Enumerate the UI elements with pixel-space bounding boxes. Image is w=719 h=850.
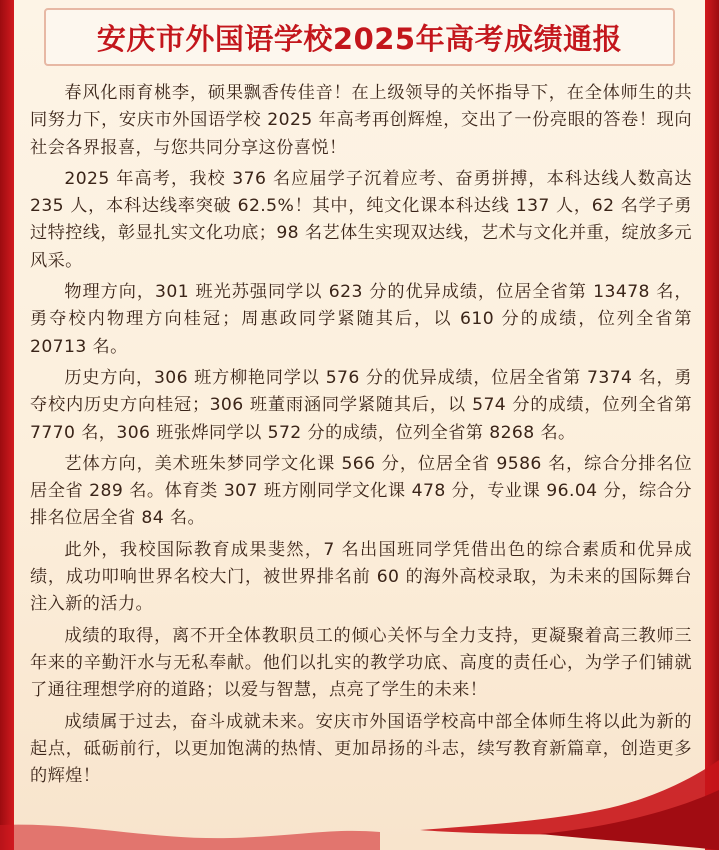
paragraph-physics: 物理方向，301 班光苏强同学以 623 分的优异成绩，位居全省第 13478 名，勇夺校内物理方向桂冠；周惠政同学紧随其后，以 610 分的成绩，位列全省第 20713 名。 bbox=[30, 282, 692, 357]
paragraph-gratitude: 成绩的取得，离不开全体教职员工的倾心关怀与全力支持，更凝聚着高三教师三年来的辛勤汗水与无私奉献。他们以扎实的教学功底、高度的责任心，为学子们铺就了通往理想学府的道路；以爱与智慧，点亮了学生的未来！ bbox=[30, 625, 692, 701]
paragraph-intro: 春风化雨育桃李，硕果飘香传佳音！在上级领导的关怀指导下，在全体师生的共同努力下，安庆市外国语学校 2025 年高考再创辉煌，交出了一份亮眼的答卷！现向社会各界报喜，与您共同分享这份喜悦！ bbox=[30, 83, 692, 158]
right-red-border bbox=[705, 0, 719, 850]
paragraph-arts-sports: 艺体方向，美术班朱梦同学文化课 566 分，位居全省 9586 名，综合分排名位居全省 289 名。体育类 307 班方刚同学文化课 478 分，专业课 96.04 分，综合分排名位居全省 84 名。 bbox=[30, 453, 692, 529]
title-banner bbox=[44, 8, 675, 66]
left-red-border bbox=[0, 0, 14, 850]
poster-paper bbox=[14, 0, 705, 850]
page-title: 安庆市外国语学校2025年高考成绩通报 bbox=[96, 21, 623, 56]
paragraph-international: 此外，我校国际教育成果斐然，7 名出国班同学凭借出色的综合素质和优异成绩，成功叩响世界名校大门，被世界排名前 60 的海外高校录取，为未来的国际舞台注入新的活力。 bbox=[30, 539, 692, 615]
paragraph-overall-results: 2025 年高考，我校 376 名应届学子沉着应考、奋勇拼搏，本科达线人数高达 235 人，本科达线率突破 62.5%！其中，纯文化课本科达线 137 人，62 名学子勇过特控线，彰显扎实文化功底；98 名艺体生实现双达线，艺术与文化并重，绽放多元风采。 bbox=[30, 168, 692, 271]
paragraph-history: 历史方向，306 班方柳艳同学以 576 分的优异成绩，位居全省第 7374 名，勇夺校内历史方向桂冠；306 班董雨涵同学紧随其后，以 574 分的成绩，位列全省第 7770 名，306 班张烨同学以 572 分的成绩，位列全省第 8268 名。 bbox=[30, 367, 692, 443]
paragraph-closing: 成绩属于过去，奋斗成就未来。安庆市外国语学校高中部全体师生将以此为新的起点，砥砺前行，以更加饱满的热情、更加昂扬的斗志，续写教育新篇章，创造更多的辉煌！ bbox=[30, 711, 692, 787]
announcement-body bbox=[30, 80, 692, 790]
